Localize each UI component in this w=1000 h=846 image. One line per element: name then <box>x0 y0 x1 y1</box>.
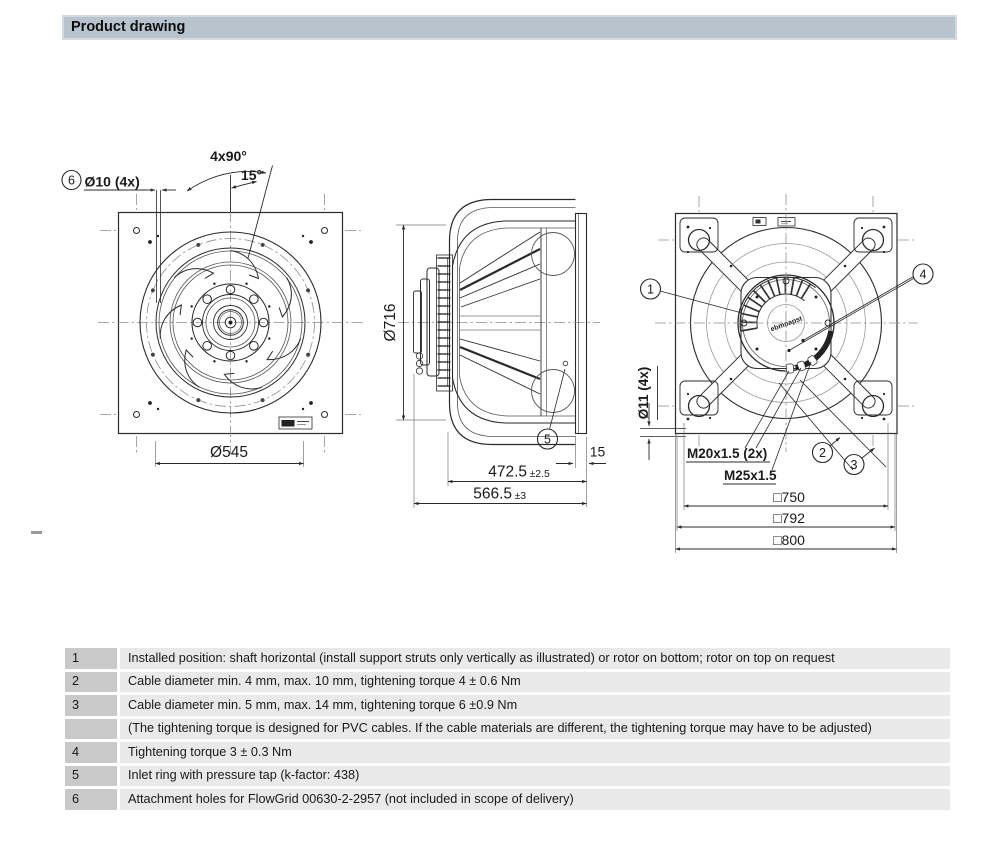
rear-centerlines <box>655 194 918 452</box>
callout-1-number: 1 <box>647 282 654 297</box>
note-text: Installed position: shaft horizontal (install support struts only vertically as illustrated) or rotor on bottom; rotor on top on request <box>120 648 950 669</box>
side-depth-label: 472.5 <box>488 463 527 481</box>
note-text: Cable diameter min. 4 mm, max. 10 mm, tightening torque 4 ± 0.6 Nm <box>120 672 950 693</box>
side-plate-offset-label: 15 <box>589 443 606 460</box>
square3-label: □800 <box>773 532 805 548</box>
side-diameter-label: Ø716 <box>382 303 399 342</box>
wall-plate-section <box>576 214 587 434</box>
callout-6-number: 6 <box>68 173 75 188</box>
note-number: 1 <box>65 648 117 669</box>
note-number <box>65 719 117 740</box>
side-overall-label: 566.5 <box>473 485 512 503</box>
front-hole-label: Ø10 (4x) <box>84 173 140 190</box>
note-text: Attachment holes for FlowGrid 00630-2-2957 (not included in scope of delivery) <box>120 789 950 810</box>
note-text: Cable diameter min. 5 mm, max. 14 mm, tightening torque 6 ±0.9 Nm <box>120 695 950 716</box>
brand-plate <box>279 417 312 429</box>
note-row-5 <box>65 766 950 787</box>
rear-hole-label: Ø11 (4x) <box>636 366 651 420</box>
note-row-4 <box>65 742 950 763</box>
pressure-tap <box>563 361 568 366</box>
square1-label: □750 <box>773 489 805 505</box>
motor-side <box>414 255 453 391</box>
motor-brand-mark: ebmpapst <box>769 315 804 334</box>
gland1-label: M20x1.5 (2x) <box>687 446 768 461</box>
housing-side <box>448 221 576 423</box>
callout-3-number: 3 <box>850 458 858 472</box>
note-number: 4 <box>65 742 117 763</box>
side-dimensions <box>382 225 606 508</box>
note-number: 2 <box>65 672 117 693</box>
notes-table <box>65 648 950 813</box>
page-title: Product drawing <box>71 19 186 35</box>
note-row-2 <box>65 672 950 693</box>
side-overall-tolerance: ±3 <box>514 490 527 502</box>
front-diameter-label: Ø545 <box>210 444 248 461</box>
note-row-6 <box>65 789 950 810</box>
side-view <box>382 200 606 509</box>
rear-view <box>636 194 933 553</box>
note-text: (The tightening torque is designed for PVC cables. If the cable materials are different, the tightening torque may have to be adjusted) <box>120 719 950 740</box>
gland-labels <box>686 362 811 484</box>
strut-frame-side <box>450 200 576 445</box>
gland2-label: M25x1.5 <box>724 468 777 483</box>
callout-4-number: 4 <box>919 267 927 282</box>
note-number: 6 <box>65 789 117 810</box>
note-text: Inlet ring with pressure tap (k-factor: 438) <box>120 766 950 787</box>
front-view-bolt-angle-label: 4x90° <box>210 148 247 164</box>
rear-top-labels <box>753 218 795 227</box>
note-row-1 <box>65 648 950 669</box>
front-view-offset-angle-label: 15° <box>240 167 263 183</box>
square2-label: □792 <box>773 510 805 526</box>
note-number: 5 <box>65 766 117 787</box>
callout-5-number: 5 <box>544 432 551 447</box>
front-diameter-dimension <box>156 441 304 467</box>
front-angle-dimension <box>187 148 273 259</box>
page-margin-dash <box>31 531 42 534</box>
note-row-3b <box>65 719 950 740</box>
note-number: 3 <box>65 695 117 716</box>
note-text: Tightening torque 3 ± 0.3 Nm <box>120 742 950 763</box>
rear-hole-dimension <box>636 366 686 460</box>
note-row-3 <box>65 695 950 716</box>
front-view <box>62 148 363 467</box>
callout-2-number: 2 <box>819 446 826 460</box>
cable-gland-m20b <box>786 364 794 374</box>
side-depth-tolerance: ±2.5 <box>529 468 550 480</box>
